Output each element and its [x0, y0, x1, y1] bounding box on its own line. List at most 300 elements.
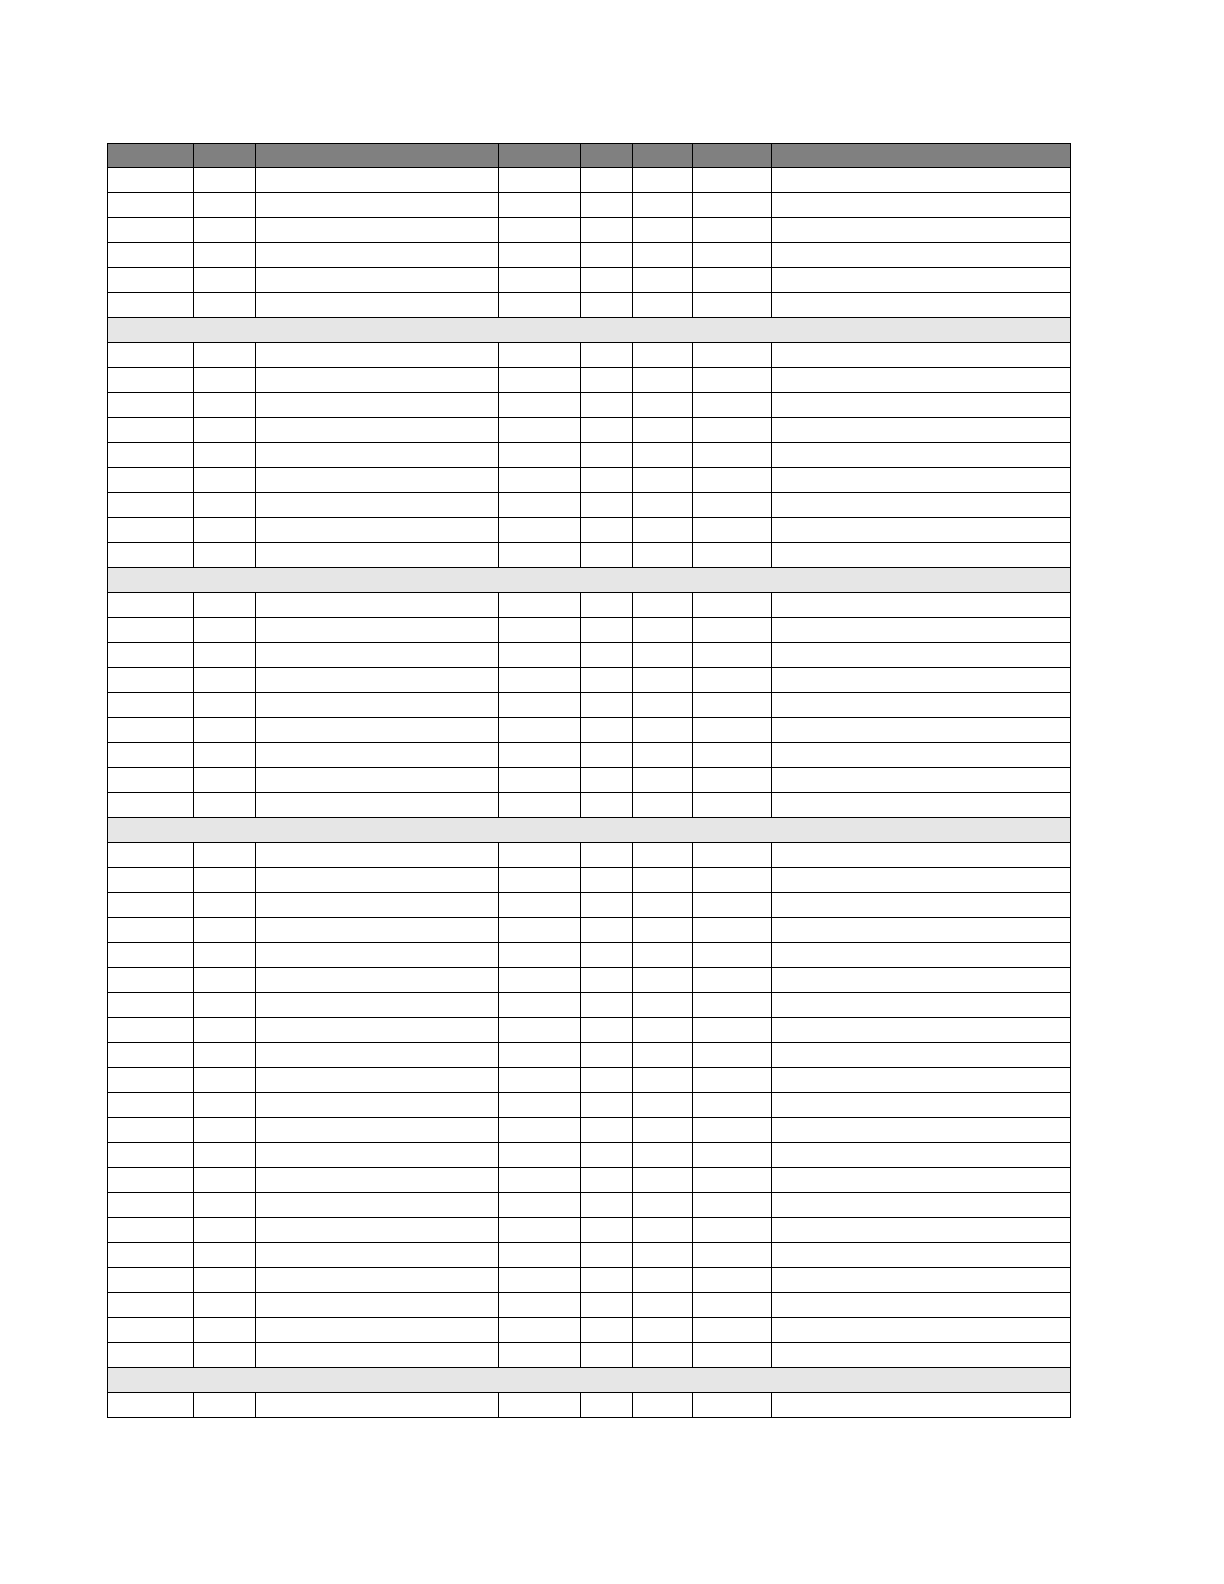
table-cell: [633, 518, 693, 543]
table-cell: [581, 1143, 633, 1168]
table-cell: [499, 218, 581, 243]
table-cell: [108, 993, 194, 1018]
table-cell: [256, 1318, 499, 1343]
table-row: [108, 768, 1071, 793]
table-cell: [772, 343, 1071, 368]
table-cell: [194, 793, 256, 818]
table-row: [108, 1143, 1071, 1168]
table-row: [108, 1343, 1071, 1368]
table-cell: [108, 968, 194, 993]
table-cell: [108, 343, 194, 368]
form-table: [107, 143, 1071, 1418]
table-cell: [108, 868, 194, 893]
table-cell: [194, 1268, 256, 1293]
table-cell: [256, 443, 499, 468]
table-cell: [581, 1243, 633, 1268]
table-cell: [256, 1118, 499, 1143]
table-cell: [633, 618, 693, 643]
table-cell: [194, 518, 256, 543]
table-cell: [693, 893, 772, 918]
table-cell: [772, 543, 1071, 568]
table-cell: [633, 843, 693, 868]
table-cell: [194, 868, 256, 893]
table-cell: [772, 1143, 1071, 1168]
table-cell: [194, 1118, 256, 1143]
table-cell: [499, 193, 581, 218]
table-cell: [108, 518, 194, 543]
table-row: [108, 593, 1071, 618]
table-cell: [693, 718, 772, 743]
table-cell: [693, 1318, 772, 1343]
table-cell: [693, 768, 772, 793]
table-cell: [256, 1093, 499, 1118]
table-row: [108, 418, 1071, 443]
table-row: [108, 1018, 1071, 1043]
table-cell: [693, 393, 772, 418]
table-cell: [194, 693, 256, 718]
table-cell: [499, 1293, 581, 1318]
table-cell: [633, 643, 693, 668]
table-cell: [581, 368, 633, 393]
table-cell: [581, 1293, 633, 1318]
table-cell: [581, 1268, 633, 1293]
table-cell: [772, 1068, 1071, 1093]
table-cell: [633, 768, 693, 793]
table-cell: [108, 893, 194, 918]
table-cell: [194, 543, 256, 568]
table-cell: [693, 668, 772, 693]
section-divider-row: [108, 1368, 1071, 1393]
table-cell: [693, 268, 772, 293]
table-cell: [256, 1043, 499, 1068]
table-cell: [108, 293, 194, 318]
table-cell: [194, 643, 256, 668]
table-cell: [256, 793, 499, 818]
table-cell: [581, 168, 633, 193]
table-cell: [499, 1318, 581, 1343]
column-header: [256, 144, 499, 168]
table-cell: [499, 668, 581, 693]
table-cell: [693, 543, 772, 568]
table-cell: [633, 468, 693, 493]
table-cell: [108, 168, 194, 193]
table-cell: [633, 743, 693, 768]
table-row: [108, 868, 1071, 893]
table-cell: [108, 443, 194, 468]
table-cell: [693, 593, 772, 618]
table-cell: [633, 443, 693, 468]
table-cell: [581, 343, 633, 368]
table-cell: [499, 368, 581, 393]
table-cell: [633, 593, 693, 618]
table-row: [108, 1318, 1071, 1343]
table-cell: [256, 368, 499, 393]
table-cell: [633, 393, 693, 418]
table-cell: [581, 1043, 633, 1068]
section-label: [108, 318, 1071, 343]
table-cell: [499, 268, 581, 293]
table-cell: [256, 1293, 499, 1318]
table-row: [108, 168, 1071, 193]
table-row: [108, 493, 1071, 518]
table-cell: [772, 918, 1071, 943]
table-cell: [581, 668, 633, 693]
table-cell: [772, 1393, 1071, 1418]
table-row: [108, 943, 1071, 968]
table-cell: [256, 668, 499, 693]
table-cell: [256, 1193, 499, 1218]
table-cell: [693, 793, 772, 818]
table-cell: [693, 1018, 772, 1043]
table-cell: [772, 218, 1071, 243]
table-row: [108, 918, 1071, 943]
table-cell: [108, 918, 194, 943]
table-cell: [499, 518, 581, 543]
table-cell: [581, 918, 633, 943]
table-cell: [693, 1093, 772, 1118]
table-cell: [772, 893, 1071, 918]
table-cell: [772, 1118, 1071, 1143]
table-cell: [633, 1218, 693, 1243]
table-row: [108, 693, 1071, 718]
table-cell: [581, 1118, 633, 1143]
table-cell: [194, 168, 256, 193]
table-cell: [499, 768, 581, 793]
table-cell: [772, 168, 1071, 193]
table-cell: [108, 193, 194, 218]
table-cell: [194, 368, 256, 393]
table-cell: [772, 1193, 1071, 1218]
table-cell: [581, 643, 633, 668]
table-cell: [581, 1068, 633, 1093]
table-cell: [108, 793, 194, 818]
table-cell: [256, 1068, 499, 1093]
table-cell: [194, 593, 256, 618]
table-cell: [499, 718, 581, 743]
table-cell: [194, 193, 256, 218]
table-row: [108, 1193, 1071, 1218]
table-cell: [633, 293, 693, 318]
table-cell: [194, 1143, 256, 1168]
table-cell: [499, 843, 581, 868]
table-row: [108, 668, 1071, 693]
section-label: [108, 1368, 1071, 1393]
table-cell: [499, 343, 581, 368]
table-cell: [693, 468, 772, 493]
table-cell: [772, 443, 1071, 468]
table-cell: [256, 193, 499, 218]
table-cell: [633, 668, 693, 693]
table-row: [108, 968, 1071, 993]
table-cell: [581, 1093, 633, 1118]
table-cell: [108, 943, 194, 968]
table-cell: [108, 1218, 194, 1243]
table-cell: [693, 193, 772, 218]
table-cell: [693, 1118, 772, 1143]
table-cell: [581, 418, 633, 443]
table-cell: [499, 618, 581, 643]
table-cell: [581, 968, 633, 993]
table-row: [108, 643, 1071, 668]
table-cell: [633, 793, 693, 818]
table-cell: [581, 618, 633, 643]
table-cell: [633, 968, 693, 993]
table-cell: [194, 743, 256, 768]
table-cell: [581, 268, 633, 293]
table-cell: [499, 893, 581, 918]
table-cell: [194, 1068, 256, 1093]
table-cell: [772, 1093, 1071, 1118]
table-cell: [581, 793, 633, 818]
section-label: [108, 568, 1071, 593]
table-cell: [772, 1018, 1071, 1043]
table-cell: [633, 1318, 693, 1343]
table-cell: [693, 493, 772, 518]
table-row: [108, 268, 1071, 293]
table-cell: [693, 1168, 772, 1193]
table-cell: [194, 993, 256, 1018]
table-cell: [194, 1093, 256, 1118]
table-cell: [256, 618, 499, 643]
table-cell: [772, 693, 1071, 718]
table-cell: [693, 343, 772, 368]
table-cell: [499, 1043, 581, 1068]
table-cell: [108, 1343, 194, 1368]
table-cell: [772, 1218, 1071, 1243]
table-cell: [772, 193, 1071, 218]
table-cell: [499, 1343, 581, 1368]
table-cell: [633, 418, 693, 443]
table-cell: [693, 1218, 772, 1243]
table-cell: [633, 1093, 693, 1118]
table-cell: [772, 968, 1071, 993]
table-cell: [108, 1118, 194, 1143]
table-cell: [772, 993, 1071, 1018]
table-cell: [108, 1243, 194, 1268]
table-cell: [772, 618, 1071, 643]
table-cell: [581, 693, 633, 718]
table-cell: [194, 218, 256, 243]
table-cell: [256, 943, 499, 968]
column-header: [633, 144, 693, 168]
table-body: [108, 168, 1071, 1418]
table-cell: [256, 843, 499, 868]
table-cell: [499, 168, 581, 193]
table-cell: [772, 468, 1071, 493]
table-cell: [581, 393, 633, 418]
table-cell: [581, 218, 633, 243]
table-row: [108, 468, 1071, 493]
table-cell: [633, 218, 693, 243]
table-cell: [633, 918, 693, 943]
table-cell: [772, 643, 1071, 668]
table-cell: [693, 518, 772, 543]
table-cell: [194, 668, 256, 693]
table-row: [108, 1393, 1071, 1418]
table-cell: [581, 493, 633, 518]
table-row: [108, 1218, 1071, 1243]
table-cell: [256, 868, 499, 893]
table-row: [108, 293, 1071, 318]
table-cell: [772, 768, 1071, 793]
table-cell: [256, 293, 499, 318]
table-cell: [256, 593, 499, 618]
table-cell: [693, 643, 772, 668]
table-cell: [256, 743, 499, 768]
table-cell: [108, 693, 194, 718]
table-cell: [693, 1068, 772, 1093]
table-cell: [256, 643, 499, 668]
table-cell: [581, 1218, 633, 1243]
table-cell: [581, 868, 633, 893]
table-cell: [256, 243, 499, 268]
table-row: [108, 543, 1071, 568]
table-cell: [108, 493, 194, 518]
table-cell: [194, 1168, 256, 1193]
table-row: [108, 443, 1071, 468]
table-cell: [194, 918, 256, 943]
table-cell: [633, 1243, 693, 1268]
table-cell: [256, 468, 499, 493]
table-cell: [772, 418, 1071, 443]
table-cell: [108, 768, 194, 793]
table-cell: [256, 1168, 499, 1193]
table-cell: [581, 1343, 633, 1368]
table-cell: [499, 1068, 581, 1093]
table-cell: [256, 1343, 499, 1368]
table-cell: [693, 1043, 772, 1068]
table-cell: [194, 1343, 256, 1368]
table-cell: [581, 843, 633, 868]
table-cell: [772, 293, 1071, 318]
table-cell: [633, 368, 693, 393]
table-cell: [499, 1268, 581, 1293]
table-cell: [108, 1318, 194, 1343]
table-cell: [108, 368, 194, 393]
table-cell: [194, 1218, 256, 1243]
table-cell: [194, 968, 256, 993]
table-row: [108, 743, 1071, 768]
table-row: [108, 1068, 1071, 1093]
table-cell: [108, 1293, 194, 1318]
table-cell: [499, 643, 581, 668]
table-cell: [633, 1018, 693, 1043]
table-cell: [772, 943, 1071, 968]
table-cell: [633, 168, 693, 193]
table-row: [108, 218, 1071, 243]
table-cell: [256, 268, 499, 293]
table-cell: [194, 1393, 256, 1418]
table-cell: [499, 918, 581, 943]
table-cell: [108, 243, 194, 268]
table-cell: [194, 268, 256, 293]
table-cell: [693, 243, 772, 268]
table-cell: [108, 1268, 194, 1293]
table-cell: [693, 443, 772, 468]
table-cell: [256, 343, 499, 368]
table-cell: [108, 1143, 194, 1168]
table-cell: [693, 743, 772, 768]
table-cell: [693, 968, 772, 993]
table-cell: [499, 1018, 581, 1043]
table-cell: [581, 1193, 633, 1218]
table-cell: [581, 468, 633, 493]
table-cell: [194, 418, 256, 443]
table-cell: [194, 943, 256, 968]
table-cell: [633, 243, 693, 268]
table-cell: [772, 393, 1071, 418]
table-row: [108, 243, 1071, 268]
table-cell: [772, 1243, 1071, 1268]
table-cell: [256, 393, 499, 418]
table-row: [108, 193, 1071, 218]
table-cell: [499, 968, 581, 993]
table-row: [108, 793, 1071, 818]
table-cell: [693, 1268, 772, 1293]
table-header-row: [108, 144, 1071, 168]
table-cell: [256, 918, 499, 943]
table-cell: [581, 543, 633, 568]
table-cell: [693, 218, 772, 243]
table-cell: [633, 1268, 693, 1293]
table-cell: [256, 1018, 499, 1043]
table-cell: [633, 993, 693, 1018]
table-cell: [633, 1118, 693, 1143]
table-cell: [256, 718, 499, 743]
table-cell: [108, 1168, 194, 1193]
table-cell: [581, 993, 633, 1018]
table-cell: [108, 418, 194, 443]
table-cell: [772, 268, 1071, 293]
table-cell: [633, 193, 693, 218]
table-cell: [108, 643, 194, 668]
table-cell: [108, 1068, 194, 1093]
table-cell: [499, 593, 581, 618]
table-cell: [499, 1243, 581, 1268]
table-cell: [256, 218, 499, 243]
table-cell: [108, 593, 194, 618]
table-cell: [256, 518, 499, 543]
table-cell: [499, 1193, 581, 1218]
table-cell: [256, 1243, 499, 1268]
table-cell: [693, 1343, 772, 1368]
table-cell: [108, 718, 194, 743]
table-cell: [256, 493, 499, 518]
table-cell: [772, 868, 1071, 893]
table-cell: [499, 1218, 581, 1243]
table-cell: [693, 1193, 772, 1218]
table-cell: [772, 368, 1071, 393]
table-cell: [581, 193, 633, 218]
table-cell: [108, 843, 194, 868]
table-cell: [256, 1218, 499, 1243]
table-cell: [633, 1068, 693, 1093]
table-cell: [499, 493, 581, 518]
column-header: [772, 144, 1071, 168]
table-cell: [581, 718, 633, 743]
table-cell: [256, 768, 499, 793]
table-row: [108, 343, 1071, 368]
table-cell: [499, 393, 581, 418]
column-header: [194, 144, 256, 168]
table-cell: [108, 668, 194, 693]
table-cell: [693, 1293, 772, 1318]
table-cell: [194, 243, 256, 268]
table-cell: [256, 168, 499, 193]
table-row: [108, 1268, 1071, 1293]
table-cell: [581, 743, 633, 768]
table-cell: [194, 343, 256, 368]
